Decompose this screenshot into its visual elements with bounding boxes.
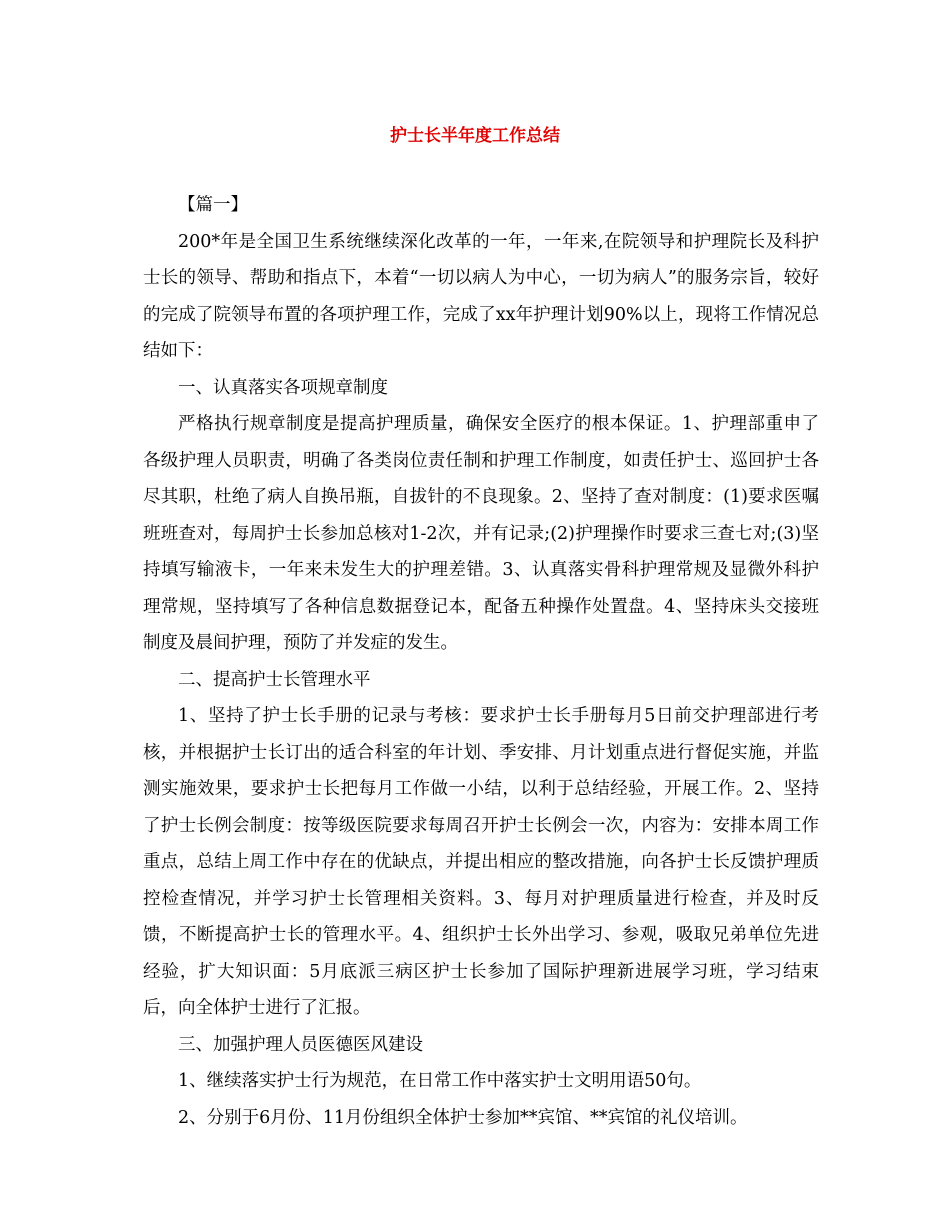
intro-paragraph: 200*年是全国卫生系统继续深化改革的一年，一年来,在院领导和护理院长及科护士长的领导、帮助和指点下，本着“一切以病人为中心，一切为病人”的服务宗旨，较好的完成了院领导布置的各项护理工作，完成了xx年护理计划90%以上，现将工作情况总结如下： [143,231,819,361]
section-2-paragraph: 1、坚持了护士长手册的记录与考核：要求护士长手册每月5日前交护理部进行考核，并根据护士长订出的适合科室的年计划、季安排、月计划重点进行督促实施，并监测实施效果，要求护士长把每月工作做一小结，以利于总结经验，开展工作。2、坚持了护士长例会制度：按等级医院要求每周召开护士长例会一次，内容为：安排本周工作重点，总结上周工作中存在的优缺点，并提出相应的整改措施，向各护士长反馈护理质控检查情况，并学习护士长管理相关资料。3、每月对护理质量进行检查，并及时反馈，不断提高护士长的管理水平。4、组织护士长外出学习、参观，吸取兄弟单位先进经验，扩大知识面：5月底派三病区护士长参加了国际护理新进展学习班，学习结束后，向全体护士进行了汇报。 [143,706,819,1018]
section-3-item-2: 2、分别于6月份、11月份组织全体护士参加**宾馆、**宾馆的礼仪培训。 [178,1107,748,1128]
document-title: 护士长半年度工作总结 [390,126,560,146]
section-1-paragraph: 严格执行规章制度是提高护理质量，确保安全医疗的根本保证。1、护理部重申了各级护理人员职责，明确了各类岗位责任制和护理工作制度，如责任护士、巡回护士各尽其职，杜绝了病人自换吊瓶，自拔针的不良现象。2、坚持了查对制度：(1)要求医嘱班班查对，每周护士长参加总核对1-2次，并有记录;(2)护理操作时要求三查七对;(3)坚持填写输液卡，一年来未发生大的护理差错。3、认真落实骨科护理常规及显微外科护理常规，坚持填写了各种信息数据登记本，配备五种操作处置盘。4、坚持床头交接班制度及晨间护理，预防了并发症的发生。 [143,414,819,653]
section-heading-1: 一、认真落实各项规章制度 [178,377,388,398]
section-3-item-1: 1、继续落实护士行为规范，在日常工作中落实护士文明用语50句。 [178,1071,702,1091]
document-body [143,187,819,1136]
section-marker: 【篇一】 [178,195,248,215]
section-heading-2: 二、提高护士长管理水平 [178,669,371,690]
section-heading-3: 三、加强护理人员医德医风建设 [178,1034,423,1055]
